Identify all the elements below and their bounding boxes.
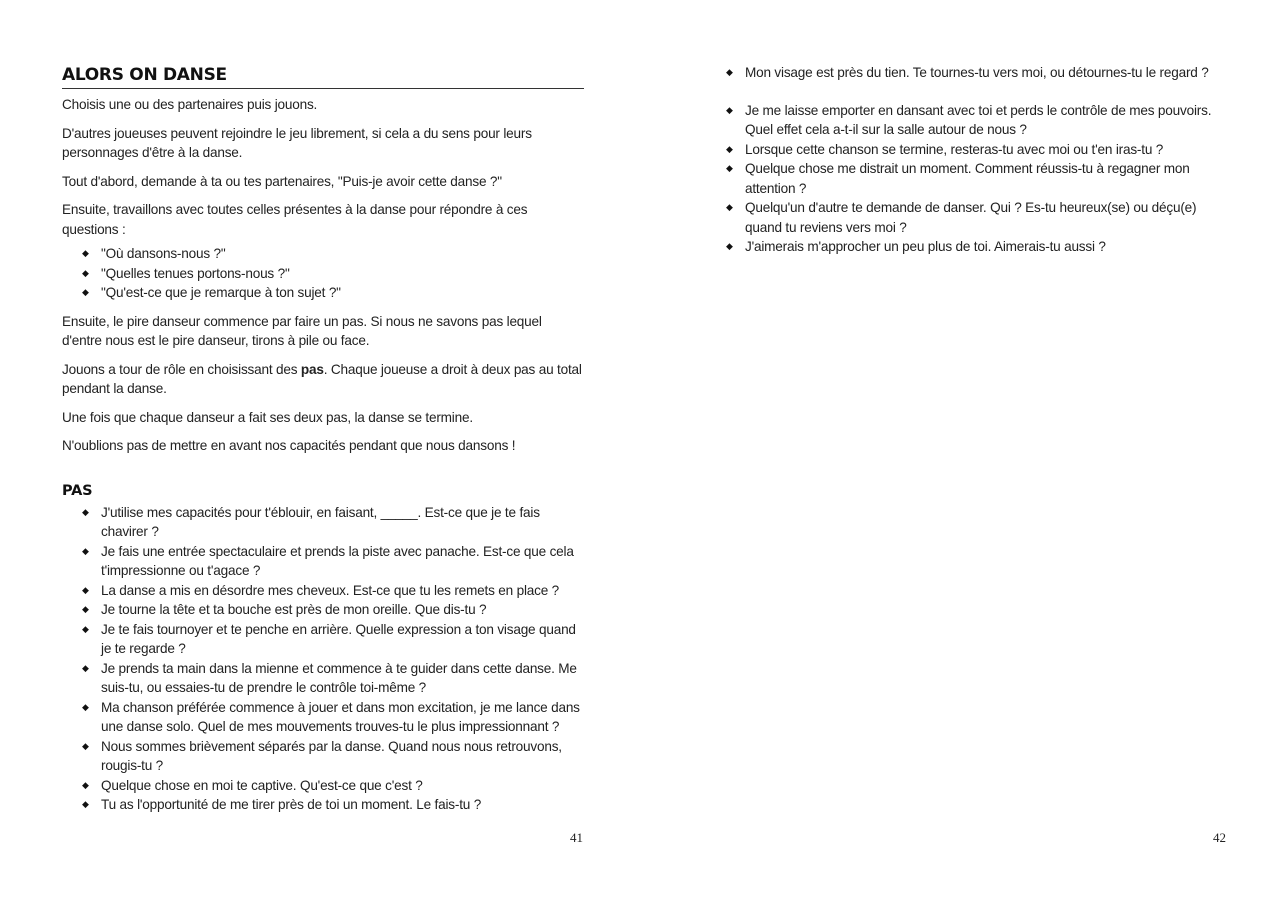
list-item: ◆ Je fais une entrée spectaculaire et prends la piste avec panache. Est-ce que cela t'impressionne ou t'agace ?	[62, 542, 584, 581]
steps-heading: PAS	[62, 482, 93, 499]
page-number: 41	[570, 830, 583, 845]
list-item: ◆ "Quelles tenues portons-nous ?"	[62, 264, 584, 284]
page-title: ALORS ON DANSE	[62, 64, 584, 89]
setup-questions-list	[62, 244, 584, 303]
steps-list	[62, 503, 584, 815]
list-item: ◆ J'aimerais m'approcher un peu plus de toi. Aimerais-tu aussi ?	[726, 237, 1226, 257]
left-page	[0, 0, 642, 904]
turn-text-bold: pas	[300, 361, 324, 377]
turn-text: . Chaque joueuse a droit à deux pas au total pendant la danse.	[62, 361, 582, 396]
list-item: ◆ Je me laisse emporter en dansant avec toi et perds le contrôle de mes pouvoirs. Quel effet cela a-t-il sur la salle autour de nous ?	[726, 101, 1226, 140]
list-item: ◆ Mon visage est près du tien. Te tournes-tu vers moi, ou détournes-tu le regard ?	[726, 63, 1226, 83]
intro-paragraph: Choisis une ou des partenaires puis jouons.	[62, 97, 318, 112]
list-item: ◆ Nous sommes brièvement séparés par la danse. Quand nous nous retrouvons, rougis-tu ?	[62, 737, 584, 776]
turn-text: Jouons a tour de rôle en choisissant des	[62, 361, 301, 377]
list-item: ◆ Je tourne la tête et ta bouche est près de mon oreille. Que dis-tu ?	[62, 600, 584, 620]
right-page	[642, 0, 1285, 904]
list-item: ◆ Je te fais tournoyer et te penche en arrière. Quelle expression a ton visage quand je te regarde ?	[62, 620, 584, 659]
reminder-paragraph: N'oublions pas de mettre en avant nos capacités pendant que nous dansons !	[62, 438, 516, 453]
list-item: ◆ J'utilise mes capacités pour t'éblouir, en faisant, _____. Est-ce que je te fais chavirer ?	[62, 503, 584, 542]
list-item: ◆ Tu as l'opportunité de me tirer près de toi un moment. Le fais-tu ?	[62, 795, 584, 815]
right-page-content	[726, 58, 1226, 257]
list-item: ◆ Quelque chose en moi te captive. Qu'est-ce que c'est ?	[62, 776, 584, 796]
first-step-paragraph: Ensuite, le pire danseur commence par faire un pas. Si nous ne savons pas lequel d'entre nous est le pire danseur, tirons à pile ou face.	[62, 313, 542, 348]
list-item: ◆ Quelqu'un d'autre te demande de danser. Qui ? Es-tu heureux(se) ou déçu(e) quand tu reviens vers moi ?	[726, 198, 1226, 237]
list-item: ◆ "Où dansons-nous ?"	[62, 244, 584, 264]
end-paragraph: Une fois que chaque danseur a fait ses deux pas, la danse se termine.	[62, 409, 473, 425]
list-item: ◆ Je prends ta main dans la mienne et commence à te guider dans cette danse. Me suis-tu, ou essaies-tu de prendre le contrôle toi-même ?	[62, 659, 584, 698]
list-item: ◆ La danse a mis en désordre mes cheveux. Est-ce que tu les remets en place ?	[62, 581, 584, 601]
turn-paragraph	[62, 360, 584, 399]
intro-paragraph: D'autres joueuses peuvent rejoindre le jeu librement, si cela a du sens pour leurs personnages d'être à la danse.	[62, 125, 532, 160]
list-item: ◆ Quelque chose me distrait un moment. Comment réussis-tu à regagner mon attention ?	[726, 159, 1226, 198]
intro-paragraph: Tout d'abord, demande à ta ou tes partenaires, "Puis-je avoir cette danse ?"	[62, 173, 502, 189]
list-item: ◆ Ma chanson préférée commence à jouer et dans mon excitation, je me lance dans une danse solo. Quel de mes mouvements trouves-tu le plus impressionnant ?	[62, 698, 584, 737]
left-page-content	[62, 60, 584, 815]
intro-paragraph: Ensuite, travaillons avec toutes celles présentes à la danse pour répondre à ces questions :	[62, 202, 528, 237]
list-item: ◆ Lorsque cette chanson se termine, resteras-tu avec moi ou t'en iras-tu ?	[726, 140, 1226, 160]
list-item: ◆ "Qu'est-ce que je remarque à ton sujet ?"	[62, 283, 584, 303]
steps-list-continued	[726, 63, 1226, 257]
page-number: 42	[1213, 830, 1226, 845]
